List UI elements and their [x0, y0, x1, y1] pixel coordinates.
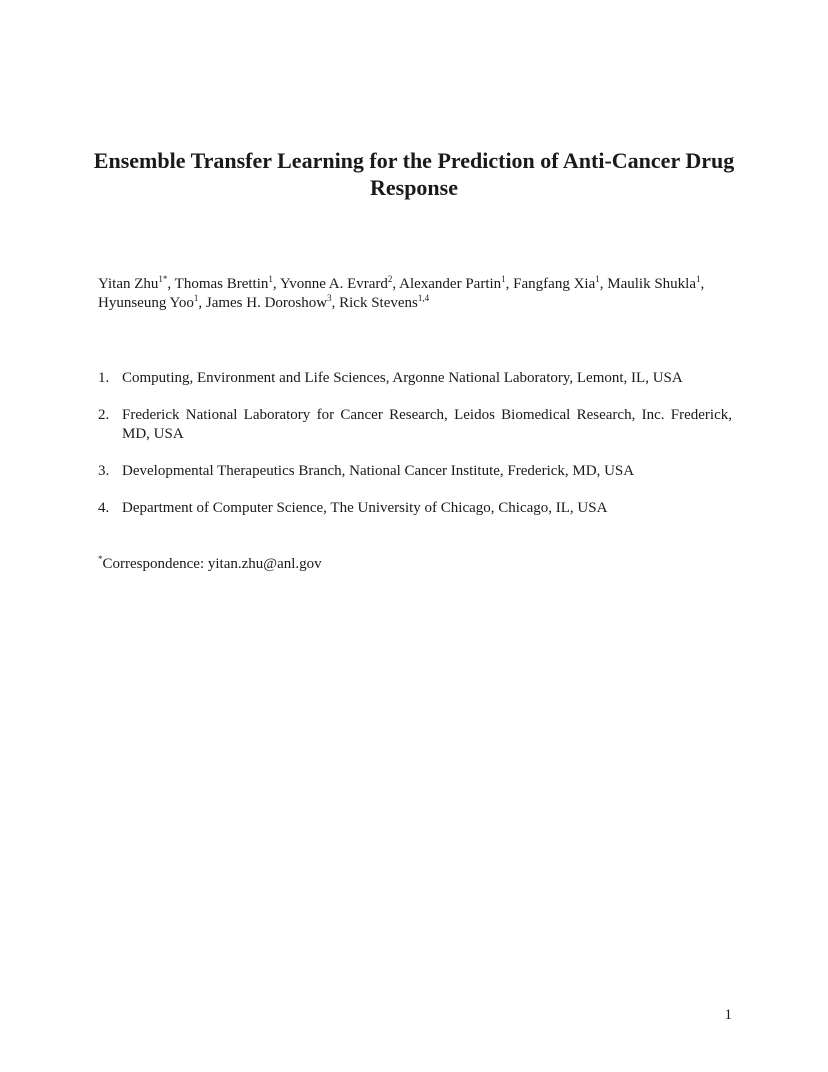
affiliation-number: 4. — [98, 500, 110, 516]
affiliation-number: 2. — [98, 407, 110, 423]
affiliation-text: Developmental Therapeutics Branch, National Cancer Institute, Frederick, MD, USA — [122, 463, 635, 479]
affiliation-item — [98, 406, 732, 444]
affiliation-text: Frederick National Laboratory for Cancer Research, Leidos Biomedical Research, Inc. Frederick, MD, USA — [122, 407, 732, 442]
author-name: Fangfang Xia — [513, 276, 596, 292]
paper-title: Ensemble Transfer Learning for the Prediction of Anti-Cancer Drug Response — [93, 148, 735, 200]
author-affiliation-marker: 2 — [387, 274, 393, 284]
author-name: Maulik Shukla — [607, 276, 696, 292]
author-affiliation-marker: 3 — [327, 293, 332, 303]
author-name: Alexander Partin — [399, 276, 502, 292]
author-list: Yitan Zhu$^{1*}$, Thomas Brettin$^1$, Yvonne A. Evrard$^2$, Alexander Partin$^1$, Fangfang Xia$^1$, Maulik Shukla$^1$, Hyunseung Yoo$^1$, James H. Doroshow$^3$, Rick Stevens$^{1,4}$ — [98, 274, 705, 311]
author-affiliation-marker: 1,4 — [417, 293, 430, 303]
author-name: Thomas Brettin — [174, 276, 269, 292]
affiliation-item — [98, 369, 732, 388]
author-name: Hyunseung Yoo — [98, 295, 194, 311]
author-affiliation-marker: 1 — [595, 274, 600, 284]
correspondence-marker: * — [98, 554, 103, 564]
author-name: Rick Stevens — [339, 295, 418, 311]
correspondence-note — [98, 555, 322, 574]
affiliation-text: Computing, Environment and Life Sciences, Argonne National Laboratory, Lemont, IL, USA — [122, 370, 683, 386]
author-affiliation-marker: 1 — [268, 274, 273, 284]
affiliation-item — [98, 462, 732, 481]
author-affiliation-marker: 1 — [193, 293, 199, 303]
correspondence-text: Correspondence: yitan.zhu@anl.gov — [102, 556, 322, 572]
affiliation-number: 1. — [98, 370, 110, 386]
author-affiliation-marker: 1* — [158, 274, 168, 284]
affiliation-item — [98, 499, 732, 518]
affiliation-list — [98, 369, 732, 536]
author-affiliation-marker: 1 — [501, 274, 506, 284]
author-name: Yitan Zhu — [98, 276, 159, 292]
author-affiliation-marker: 1 — [695, 274, 701, 284]
author-name: Yvonne A. Evrard — [279, 276, 388, 292]
page-number: 1 — [724, 1007, 732, 1023]
author-name: James H. Doroshow — [205, 295, 328, 311]
affiliation-text: Department of Computer Science, The University of Chicago, Chicago, IL, USA — [122, 500, 608, 516]
affiliation-number: 3. — [98, 463, 110, 479]
